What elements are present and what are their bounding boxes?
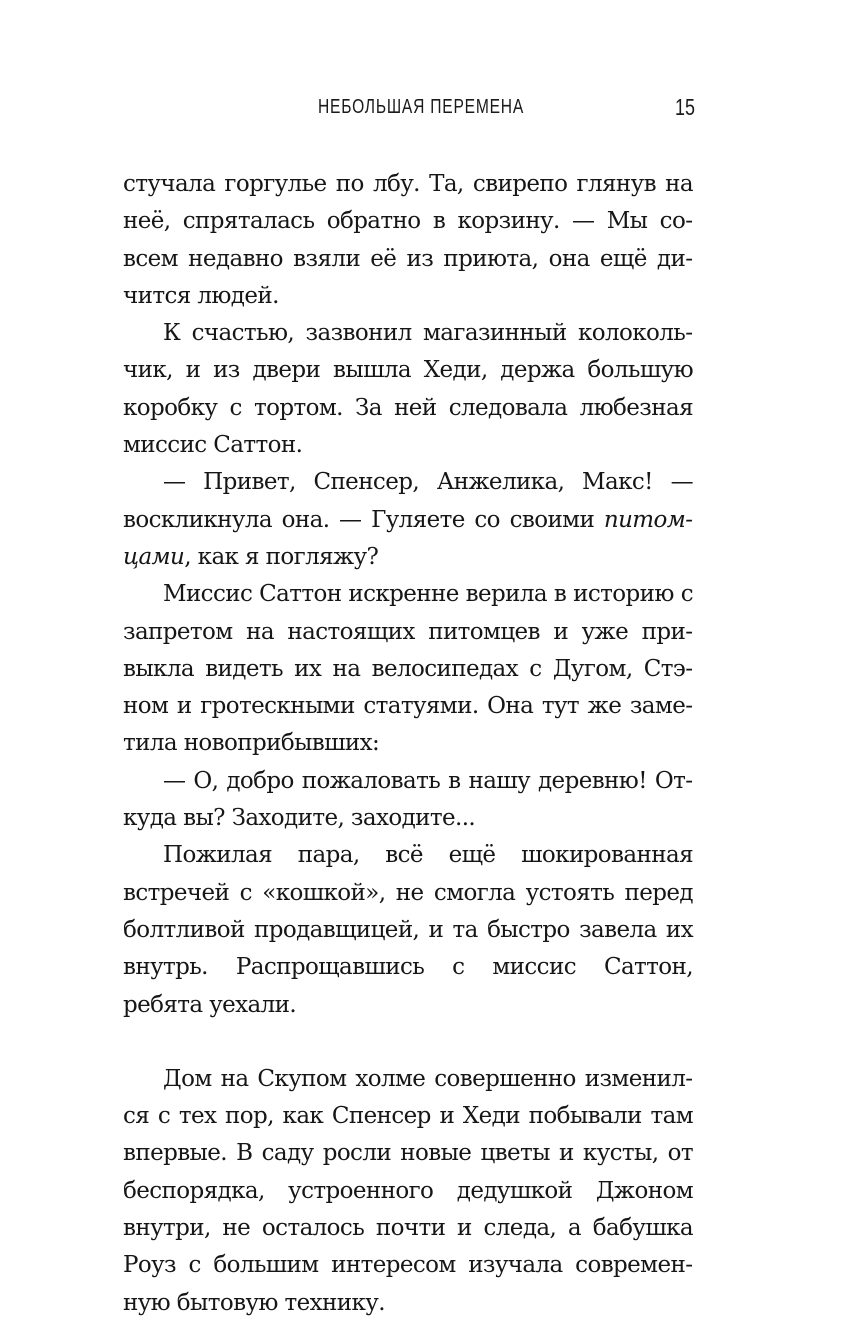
paragraph-5: — О, добро пожаловать в нашу деревню! Откуда вы? Заходите, заходите... (123, 767, 693, 832)
paragraph-6: Пожилая пара, всё ещё шокированная встречей с «кошкой», не смогла устоять перед болтливой продавщицей, и та быстро завела их внутрь. Распрощавшись с миссис Саттон, ребята уехали. (123, 842, 693, 1018)
page-number: 15 (675, 94, 695, 120)
italic-word: питомцами (123, 506, 693, 570)
running-title: НЕБОЛЬШАЯ ПЕРЕМЕНА (318, 96, 525, 118)
paragraph-2: К счастью, зазвонил магазинный колокольчик, и из двери вышла Хеди, держа большую коробку с тортом. За ней следовала любезная миссис Саттон. (123, 320, 693, 459)
paragraph-3 (123, 464, 693, 576)
paragraph-3-end: , как я погляжу? (184, 543, 379, 570)
page-header (0, 92, 844, 126)
paragraph-4: Миссис Саттон искренне верила в историю с запретом на настоящих питомцев и уже привыкла видеть их на велосипедах с Дугом, Стэном и гротескными статуями. Она тут же заметила новоприбывших: (123, 581, 693, 757)
paragraph-7: Дом на Скупом холме совершенно изменился с тех пор, как Спенсер и Хеди побывали там впервые. В саду росли новые цветы и кусты, от беспорядка, устроенного дедушкой Джоном внутри, не осталось почти и следа, а бабушка Роуз с большим интересом изучала современную бытовую технику. (123, 1065, 693, 1316)
paragraph-3-start: — Привет, Спенсер, Анжелика, Макс! — воскликнула она. — Гуляете со своими (123, 469, 693, 533)
paragraph-1: стучала горгулье по лбу. Та, свирепо глянув на неё, спряталась обратно в корзину. — Мы совсем недавно взяли её из приюта, она ещё дичится людей. (123, 171, 693, 309)
body-text (123, 166, 693, 1322)
